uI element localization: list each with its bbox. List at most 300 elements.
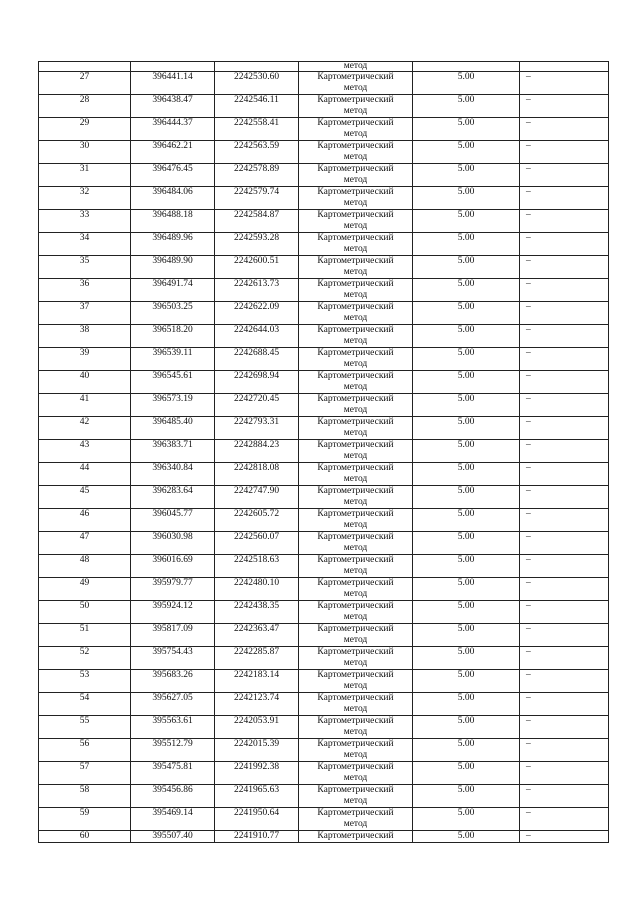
cell-n: 55 bbox=[39, 716, 131, 739]
cell-method bbox=[299, 210, 413, 233]
cell-n: 52 bbox=[39, 647, 131, 670]
cell-note: – bbox=[520, 624, 609, 647]
method-line: метод bbox=[343, 244, 368, 254]
cell-y: 2242579.74 bbox=[215, 187, 299, 210]
cell-method bbox=[299, 164, 413, 187]
method-line: Картометрический bbox=[317, 325, 394, 335]
method-line: метод bbox=[343, 267, 368, 277]
table-row bbox=[39, 647, 609, 670]
cell-method bbox=[299, 233, 413, 256]
table-body bbox=[39, 62, 609, 843]
method-line: Картометрический bbox=[317, 532, 394, 542]
table-row bbox=[39, 716, 609, 739]
method-line: метод bbox=[343, 382, 368, 392]
cell-precision: 5.00 bbox=[413, 486, 520, 509]
method-line: Картометрический bbox=[317, 95, 394, 105]
cell-n: 47 bbox=[39, 532, 131, 555]
cell-n: 34 bbox=[39, 233, 131, 256]
cell-note: – bbox=[520, 762, 609, 785]
cell-x: 396573.19 bbox=[131, 394, 215, 417]
table-row bbox=[39, 785, 609, 808]
table-row bbox=[39, 371, 609, 394]
cell-note: – bbox=[520, 302, 609, 325]
table-row bbox=[39, 95, 609, 118]
cell-x: 396438.47 bbox=[131, 95, 215, 118]
method-line: Картометрический bbox=[317, 118, 394, 128]
cell-note: – bbox=[520, 831, 609, 843]
cell-method bbox=[299, 440, 413, 463]
table-row bbox=[39, 118, 609, 141]
cell-method bbox=[299, 72, 413, 95]
cell-y: 2242518.63 bbox=[215, 555, 299, 578]
method-line: метод bbox=[343, 152, 368, 162]
table-row bbox=[39, 739, 609, 762]
table-row bbox=[39, 463, 609, 486]
table-row bbox=[39, 578, 609, 601]
cell-note: – bbox=[520, 371, 609, 394]
cell-note: – bbox=[520, 509, 609, 532]
cell-precision: 5.00 bbox=[413, 440, 520, 463]
cell-x: 395512.79 bbox=[131, 739, 215, 762]
cell-y: 2242546.11 bbox=[215, 95, 299, 118]
method-line: метод bbox=[343, 359, 368, 369]
method-line: метод bbox=[343, 129, 368, 139]
cell-y: 2242818.08 bbox=[215, 463, 299, 486]
table-row bbox=[39, 417, 609, 440]
method-line: Картометрический bbox=[317, 72, 394, 82]
cell-precision: 5.00 bbox=[413, 762, 520, 785]
cell-precision: 5.00 bbox=[413, 325, 520, 348]
method-line: метод bbox=[343, 543, 368, 553]
table-row bbox=[39, 141, 609, 164]
cell-precision: 5.00 bbox=[413, 118, 520, 141]
method-line: метод bbox=[343, 796, 368, 806]
cell-n: 49 bbox=[39, 578, 131, 601]
method-line: Картометрический bbox=[317, 187, 394, 197]
cell-method bbox=[299, 670, 413, 693]
cell-x: 395563.61 bbox=[131, 716, 215, 739]
method-line: метод bbox=[343, 727, 368, 737]
cell-note: – bbox=[520, 463, 609, 486]
table-row bbox=[39, 808, 609, 831]
cell-n: 45 bbox=[39, 486, 131, 509]
cell-y: 2241910.77 bbox=[215, 831, 299, 843]
cell-note: – bbox=[520, 670, 609, 693]
cell-n: 30 bbox=[39, 141, 131, 164]
cell-note: – bbox=[520, 601, 609, 624]
method-line: метод bbox=[343, 635, 368, 645]
table-row bbox=[39, 486, 609, 509]
method-line: Картометрический bbox=[317, 555, 394, 565]
table-row bbox=[39, 693, 609, 716]
cell-precision: 5.00 bbox=[413, 555, 520, 578]
cell-note: – bbox=[520, 164, 609, 187]
cell-method bbox=[299, 302, 413, 325]
method-line: метод bbox=[343, 773, 368, 783]
cell-y: 2242613.73 bbox=[215, 279, 299, 302]
cell-y: 2242480.10 bbox=[215, 578, 299, 601]
cell-y: 2242363.47 bbox=[215, 624, 299, 647]
cell-x: 395469.14 bbox=[131, 808, 215, 831]
method-line: Картометрический bbox=[317, 785, 394, 795]
cell-precision: 5.00 bbox=[413, 463, 520, 486]
cell-x: 396485.40 bbox=[131, 417, 215, 440]
cell-note: – bbox=[520, 555, 609, 578]
cell-method bbox=[299, 417, 413, 440]
cell-n: 58 bbox=[39, 785, 131, 808]
cell-note: – bbox=[520, 808, 609, 831]
cell-y: 2242053.91 bbox=[215, 716, 299, 739]
method-line: Картометрический bbox=[317, 647, 394, 657]
cell-x: 396045.77 bbox=[131, 509, 215, 532]
cell-note: – bbox=[520, 233, 609, 256]
cell-x: 396462.21 bbox=[131, 141, 215, 164]
cell-precision: 5.00 bbox=[413, 233, 520, 256]
cell-n: 51 bbox=[39, 624, 131, 647]
cell-y: 2242123.74 bbox=[215, 693, 299, 716]
cell-x: 395754.43 bbox=[131, 647, 215, 670]
cell-y: 2242605.72 bbox=[215, 509, 299, 532]
method-line: Картометрический bbox=[317, 210, 394, 220]
cell-method: метод bbox=[299, 62, 413, 72]
cell-precision: 5.00 bbox=[413, 394, 520, 417]
cell-y: 2242584.87 bbox=[215, 210, 299, 233]
cell-n: 46 bbox=[39, 509, 131, 532]
cell-precision bbox=[413, 62, 520, 72]
method-line: метод bbox=[343, 819, 368, 829]
method-line: Картометрический bbox=[317, 417, 394, 427]
cell-method bbox=[299, 141, 413, 164]
cell-note: – bbox=[520, 417, 609, 440]
cell-precision: 5.00 bbox=[413, 670, 520, 693]
cell-n: 39 bbox=[39, 348, 131, 371]
cell-y: 2241965.63 bbox=[215, 785, 299, 808]
table-row bbox=[39, 72, 609, 95]
cell-method bbox=[299, 279, 413, 302]
table-row bbox=[39, 210, 609, 233]
method-line: метод bbox=[343, 658, 368, 668]
cell-n: 38 bbox=[39, 325, 131, 348]
cell-method bbox=[299, 693, 413, 716]
cell-y: 2242530.60 bbox=[215, 72, 299, 95]
cell-precision: 5.00 bbox=[413, 210, 520, 233]
cell-method bbox=[299, 371, 413, 394]
cell-precision: 5.00 bbox=[413, 302, 520, 325]
method-line: Картометрический bbox=[317, 693, 394, 703]
cell-x: 396340.84 bbox=[131, 463, 215, 486]
method-line: Картометрический bbox=[317, 716, 394, 726]
cell-precision: 5.00 bbox=[413, 509, 520, 532]
cell-n: 42 bbox=[39, 417, 131, 440]
table-row bbox=[39, 187, 609, 210]
cell-note: – bbox=[520, 279, 609, 302]
cell-precision: 5.00 bbox=[413, 371, 520, 394]
cell-method bbox=[299, 785, 413, 808]
method-line: Картометрический bbox=[317, 279, 394, 289]
cell-note: – bbox=[520, 739, 609, 762]
cell-y: 2242884.23 bbox=[215, 440, 299, 463]
cell-n: 28 bbox=[39, 95, 131, 118]
cell-note: – bbox=[520, 72, 609, 95]
method-line: метод bbox=[343, 589, 368, 599]
method-line: метод bbox=[343, 175, 368, 185]
cell-x: 395979.77 bbox=[131, 578, 215, 601]
cell-x: 396383.71 bbox=[131, 440, 215, 463]
cell-method bbox=[299, 95, 413, 118]
cell-x: 395683.26 bbox=[131, 670, 215, 693]
cell-note: – bbox=[520, 693, 609, 716]
cell-y: 2242698.94 bbox=[215, 371, 299, 394]
cell-note: – bbox=[520, 647, 609, 670]
cell-method bbox=[299, 716, 413, 739]
cell-precision: 5.00 bbox=[413, 279, 520, 302]
method-line: Картометрический bbox=[317, 670, 394, 680]
cell-precision: 5.00 bbox=[413, 716, 520, 739]
method-line: метод bbox=[343, 290, 368, 300]
cell-y: 2242622.09 bbox=[215, 302, 299, 325]
table-row bbox=[39, 233, 609, 256]
method-line: Картометрический bbox=[317, 601, 394, 611]
method-line: метод bbox=[343, 313, 368, 323]
cell-method bbox=[299, 348, 413, 371]
cell-method bbox=[299, 256, 413, 279]
cell-precision: 5.00 bbox=[413, 532, 520, 555]
cell-note: – bbox=[520, 486, 609, 509]
cell-method bbox=[299, 532, 413, 555]
table-row bbox=[39, 762, 609, 785]
cell-y: 2242438.35 bbox=[215, 601, 299, 624]
table-row bbox=[39, 256, 609, 279]
method-line: метод bbox=[343, 451, 368, 461]
table-row bbox=[39, 394, 609, 417]
cell-precision: 5.00 bbox=[413, 601, 520, 624]
method-line: метод bbox=[343, 405, 368, 415]
table-row bbox=[39, 624, 609, 647]
cell-x: 396489.90 bbox=[131, 256, 215, 279]
cell-note: – bbox=[520, 95, 609, 118]
cell-n: 56 bbox=[39, 739, 131, 762]
table-row bbox=[39, 601, 609, 624]
cell-y: 2242558.41 bbox=[215, 118, 299, 141]
cell-x: 396444.37 bbox=[131, 118, 215, 141]
coordinates-table bbox=[38, 61, 609, 843]
cell-n: 59 bbox=[39, 808, 131, 831]
cell-x: 396491.74 bbox=[131, 279, 215, 302]
cell-precision: 5.00 bbox=[413, 417, 520, 440]
cell-y: 2242793.31 bbox=[215, 417, 299, 440]
table-row bbox=[39, 279, 609, 302]
cell-note: – bbox=[520, 785, 609, 808]
cell-y: 2241992.38 bbox=[215, 762, 299, 785]
method-line: метод bbox=[343, 221, 368, 231]
cell-y: 2242578.89 bbox=[215, 164, 299, 187]
cell-n: 27 bbox=[39, 72, 131, 95]
cell-n: 31 bbox=[39, 164, 131, 187]
table-row bbox=[39, 831, 609, 843]
continued-row bbox=[39, 62, 609, 72]
method-line: метод bbox=[343, 750, 368, 760]
cell-n bbox=[39, 62, 131, 72]
cell-y: 2242644.03 bbox=[215, 325, 299, 348]
cell-method bbox=[299, 394, 413, 417]
cell-precision: 5.00 bbox=[413, 739, 520, 762]
cell-x: 396518.20 bbox=[131, 325, 215, 348]
method-line: Картометрический bbox=[317, 256, 394, 266]
cell-n: 43 bbox=[39, 440, 131, 463]
cell-method bbox=[299, 325, 413, 348]
cell-y: 2242688.45 bbox=[215, 348, 299, 371]
method-line: Картометрический bbox=[317, 233, 394, 243]
method-line: Картометрический bbox=[317, 463, 394, 473]
cell-x: 396489.96 bbox=[131, 233, 215, 256]
cell-precision: 5.00 bbox=[413, 578, 520, 601]
cell-y: 2242563.59 bbox=[215, 141, 299, 164]
cell-method bbox=[299, 578, 413, 601]
cell-method bbox=[299, 509, 413, 532]
table-row bbox=[39, 509, 609, 532]
method-line: Картометрический bbox=[317, 371, 394, 381]
cell-n: 35 bbox=[39, 256, 131, 279]
cell-note: – bbox=[520, 578, 609, 601]
cell-precision: 5.00 bbox=[413, 831, 520, 843]
cell-x: 396484.06 bbox=[131, 187, 215, 210]
cell-note: – bbox=[520, 187, 609, 210]
cell-precision: 5.00 bbox=[413, 256, 520, 279]
cell-n: 44 bbox=[39, 463, 131, 486]
cell-y: 2242560.07 bbox=[215, 532, 299, 555]
table-row bbox=[39, 670, 609, 693]
cell-note: – bbox=[520, 325, 609, 348]
cell-n: 36 bbox=[39, 279, 131, 302]
cell-x: 396545.61 bbox=[131, 371, 215, 394]
method-line: Картометрический bbox=[317, 486, 394, 496]
cell-y: 2242593.28 bbox=[215, 233, 299, 256]
method-line: метод bbox=[343, 681, 368, 691]
cell-method bbox=[299, 486, 413, 509]
cell-precision: 5.00 bbox=[413, 647, 520, 670]
cell-note: – bbox=[520, 532, 609, 555]
cell-n: 53 bbox=[39, 670, 131, 693]
cell-note: – bbox=[520, 118, 609, 141]
cell-note: – bbox=[520, 440, 609, 463]
cell-method bbox=[299, 624, 413, 647]
cell-x: 396539.11 bbox=[131, 348, 215, 371]
method-line: метод bbox=[343, 336, 368, 346]
cell-x: 395627.05 bbox=[131, 693, 215, 716]
cell-precision: 5.00 bbox=[413, 693, 520, 716]
method-line: Картометрический bbox=[317, 348, 394, 358]
cell-note: – bbox=[520, 256, 609, 279]
cell-n: 48 bbox=[39, 555, 131, 578]
cell-x: 396503.25 bbox=[131, 302, 215, 325]
cell-x bbox=[131, 62, 215, 72]
method-line: Картометрический bbox=[317, 509, 394, 519]
cell-method bbox=[299, 647, 413, 670]
cell-method bbox=[299, 808, 413, 831]
method-line: Картометрический bbox=[317, 440, 394, 450]
cell-y: 2242015.39 bbox=[215, 739, 299, 762]
method-line: метод bbox=[343, 428, 368, 438]
cell-method bbox=[299, 831, 413, 843]
cell-n: 60 bbox=[39, 831, 131, 843]
table-row bbox=[39, 532, 609, 555]
method-line: Картометрический bbox=[317, 302, 394, 312]
cell-x: 396488.18 bbox=[131, 210, 215, 233]
method-line: метод bbox=[343, 704, 368, 714]
table-row bbox=[39, 555, 609, 578]
cell-method bbox=[299, 739, 413, 762]
cell-precision: 5.00 bbox=[413, 187, 520, 210]
cell-method bbox=[299, 555, 413, 578]
method-line: Картометрический bbox=[317, 624, 394, 634]
cell-x: 395817.09 bbox=[131, 624, 215, 647]
cell-n: 33 bbox=[39, 210, 131, 233]
cell-method bbox=[299, 601, 413, 624]
method-line: Картометрический bbox=[317, 831, 394, 841]
cell-y: 2242747.90 bbox=[215, 486, 299, 509]
cell-n: 54 bbox=[39, 693, 131, 716]
cell-note bbox=[520, 62, 609, 72]
cell-y: 2242600.51 bbox=[215, 256, 299, 279]
table-row bbox=[39, 302, 609, 325]
table-row bbox=[39, 348, 609, 371]
method-line: Картометрический bbox=[317, 762, 394, 772]
method-line: метод bbox=[343, 520, 368, 530]
cell-x: 395507.40 bbox=[131, 831, 215, 843]
cell-n: 40 bbox=[39, 371, 131, 394]
method-line: Картометрический bbox=[317, 164, 394, 174]
cell-n: 29 bbox=[39, 118, 131, 141]
cell-n: 41 bbox=[39, 394, 131, 417]
cell-x: 396030.98 bbox=[131, 532, 215, 555]
cell-precision: 5.00 bbox=[413, 141, 520, 164]
cell-x: 395475.81 bbox=[131, 762, 215, 785]
method-line: Картометрический bbox=[317, 141, 394, 151]
cell-precision: 5.00 bbox=[413, 72, 520, 95]
cell-n: 50 bbox=[39, 601, 131, 624]
cell-x: 396016.69 bbox=[131, 555, 215, 578]
cell-x: 395924.12 bbox=[131, 601, 215, 624]
cell-y: 2242720.45 bbox=[215, 394, 299, 417]
cell-note: – bbox=[520, 716, 609, 739]
cell-note: – bbox=[520, 210, 609, 233]
method-line: метод bbox=[343, 474, 368, 484]
method-line: метод bbox=[343, 83, 368, 93]
method-line: метод bbox=[343, 106, 368, 116]
method-line: метод bbox=[343, 612, 368, 622]
cell-precision: 5.00 bbox=[413, 348, 520, 371]
cell-n: 32 bbox=[39, 187, 131, 210]
cell-precision: 5.00 bbox=[413, 164, 520, 187]
cell-x: 396283.64 bbox=[131, 486, 215, 509]
method-line: метод bbox=[343, 497, 368, 507]
method-line: метод bbox=[343, 566, 368, 576]
table-row bbox=[39, 164, 609, 187]
method-line: метод bbox=[343, 198, 368, 208]
cell-y: 2242183.14 bbox=[215, 670, 299, 693]
table-row bbox=[39, 440, 609, 463]
cell-y: 2242285.87 bbox=[215, 647, 299, 670]
cell-x: 395456.86 bbox=[131, 785, 215, 808]
cell-n: 57 bbox=[39, 762, 131, 785]
cell-precision: 5.00 bbox=[413, 624, 520, 647]
cell-note: – bbox=[520, 141, 609, 164]
cell-x: 396441.14 bbox=[131, 72, 215, 95]
cell-method bbox=[299, 463, 413, 486]
cell-method bbox=[299, 762, 413, 785]
cell-precision: 5.00 bbox=[413, 785, 520, 808]
table-row bbox=[39, 325, 609, 348]
